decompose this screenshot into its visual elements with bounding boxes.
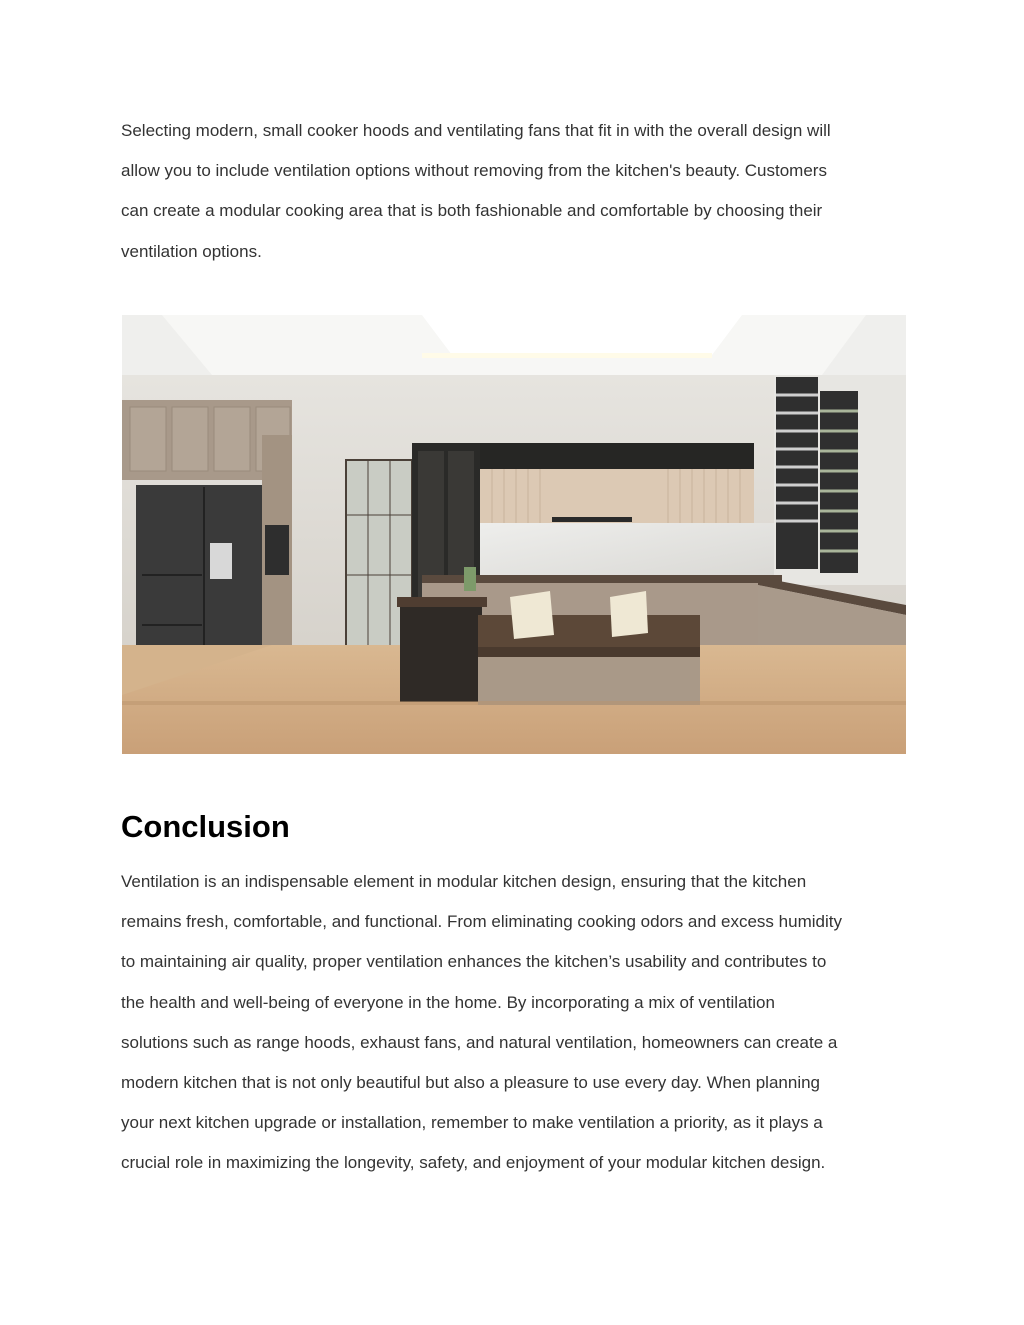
- intro-line: allow you to include ventilation options without removing from the kitchen's beauty. Customers: [121, 161, 827, 181]
- intro-line: ventilation options.: [121, 241, 262, 261]
- intro-paragraph: [121, 111, 911, 272]
- conclusion-line: Ventilation is an indispensable element in modular kitchen design, ensuring that the kitchen: [121, 872, 807, 891]
- section-heading: Conclusion: [121, 809, 290, 844]
- conclusion-line: your next kitchen upgrade or installation, remember to make ventilation a priority, as it plays a: [121, 1113, 823, 1133]
- intro-line: Selecting modern, small cooker hoods and ventilating fans that fit in with the overall design will: [121, 121, 831, 140]
- conclusion-paragraph: [121, 862, 911, 1184]
- conclusion-line: remains fresh, comfortable, and functional. From eliminating cooking odors and excess humidity: [121, 912, 842, 932]
- intro-line: can create a modular cooking area that is both fashionable and comfortable by choosing their: [121, 201, 823, 221]
- conclusion-line: solutions such as range hoods, exhaust fans, and natural ventilation, homeowners can create a: [121, 1032, 838, 1052]
- conclusion-line: modern kitchen that is not only beautiful but also a pleasure to use every day. When planning: [121, 1073, 821, 1093]
- conclusion-line: to maintaining air quality, proper ventilation enhances the kitchen’s usability and contributes to: [121, 952, 827, 972]
- conclusion-line: crucial role in maximizing the longevity, safety, and enjoyment of your modular kitchen design.: [121, 1153, 826, 1173]
- kitchen-photo: [122, 315, 906, 754]
- kitchen-illustration: [122, 315, 906, 754]
- conclusion-line: the health and well-being of everyone in the home. By incorporating a mix of ventilation: [121, 992, 775, 1012]
